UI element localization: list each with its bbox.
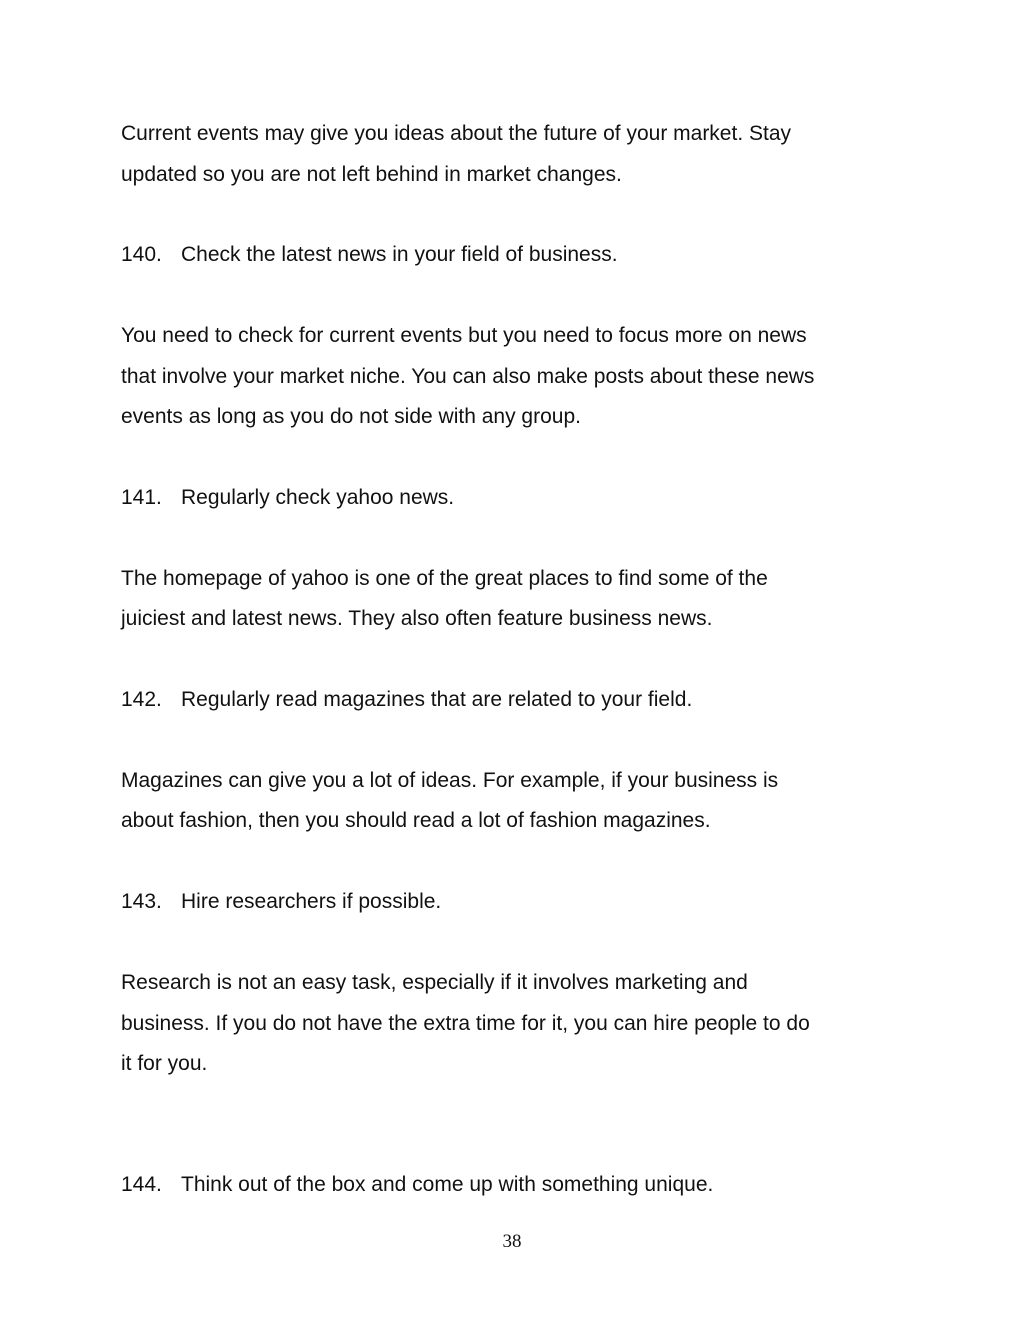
list-item	[121, 243, 618, 267]
list-item-text: Regularly read magazines that are related to your field.	[181, 688, 693, 711]
paragraph-line: Research is not an easy task, especially if it involves marketing and	[121, 971, 748, 994]
list-item-text: Hire researchers if possible.	[181, 890, 442, 913]
paragraph-line: Magazines can give you a lot of ideas. For example, if your business is	[121, 769, 779, 792]
list-item-number: 143.	[121, 890, 162, 913]
paragraph-line: juiciest and latest news. They also often feature business news.	[121, 607, 713, 630]
paragraph-line: Current events may give you ideas about the future of your market. Stay	[121, 122, 792, 145]
list-item-text: Think out of the box and come up with something unique.	[181, 1173, 714, 1196]
list-item-number: 142.	[121, 688, 162, 711]
paragraph-line: about fashion, then you should read a lot of fashion magazines.	[121, 809, 711, 832]
paragraph-line: updated so you are not left behind in market changes.	[121, 163, 622, 186]
paragraph-line: You need to check for current events but you need to focus more on news	[121, 324, 807, 347]
page-number: 38	[502, 1231, 522, 1252]
paragraph-line: business. If you do not have the extra time for it, you can hire people to do	[121, 1012, 810, 1035]
list-item	[121, 688, 692, 712]
paragraph-line: it for you.	[121, 1052, 208, 1075]
paragraph-line: The homepage of yahoo is one of the great places to find some of the	[121, 567, 768, 590]
list-item-number: 141.	[121, 486, 162, 509]
list-item-number: 144.	[121, 1173, 162, 1196]
list-item	[121, 1173, 713, 1197]
list-item-text: Check the latest news in your field of business.	[181, 243, 618, 266]
list-item	[121, 890, 441, 914]
list-item-number: 140.	[121, 243, 162, 266]
list-item	[121, 486, 454, 510]
paragraph-line: events as long as you do not side with any group.	[121, 405, 581, 428]
paragraph-line: that involve your market niche. You can also make posts about these news	[121, 365, 815, 388]
list-item-text: Regularly check yahoo news.	[181, 486, 455, 509]
